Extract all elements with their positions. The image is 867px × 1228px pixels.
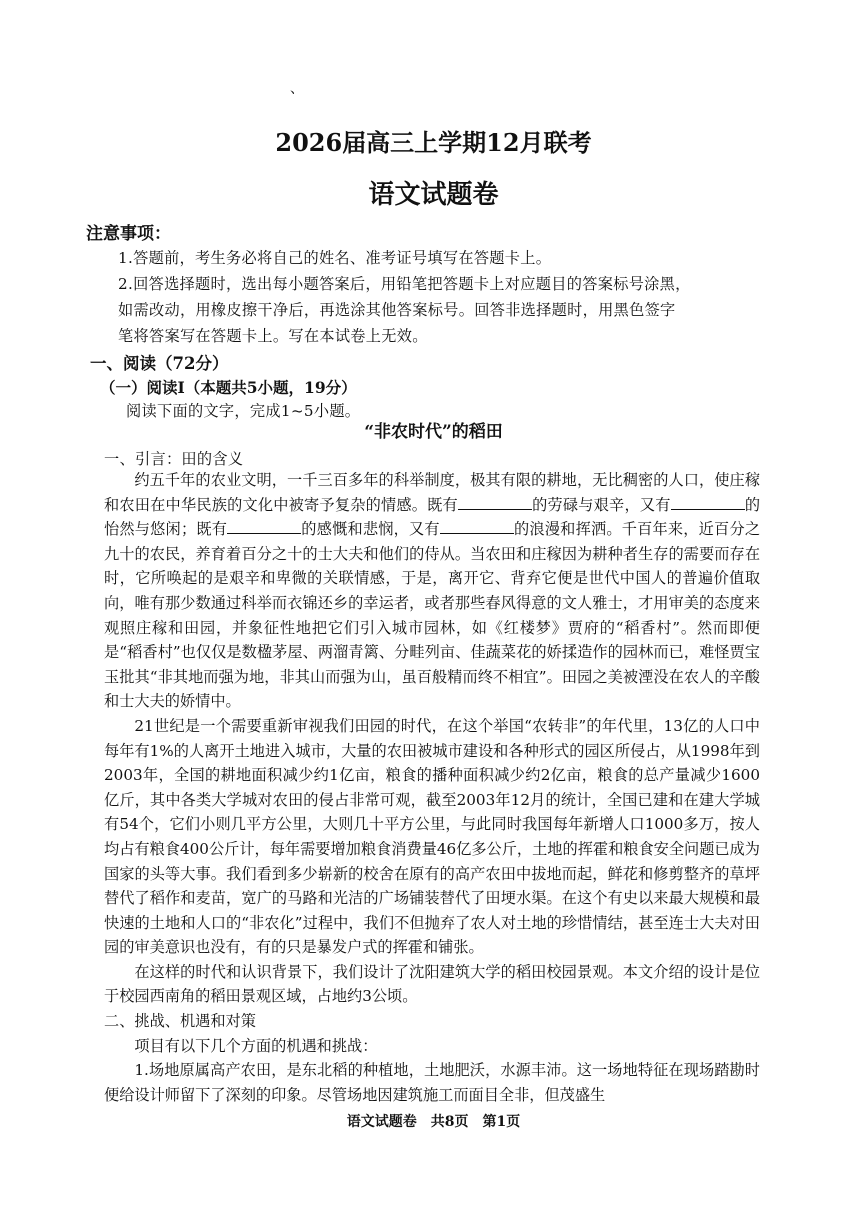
paragraph-1-text-b: 的劳碌与艰辛，又有: [531, 495, 671, 514]
paragraph-5: 1.场地原属高产农田，是东北稻的种植地，土地肥沃，水源丰沛。这一场地特征在现场踏勘时便给设计师留下了深刻的印象。尽管场地因建筑施工而面目全非，但茂盛生: [104, 1061, 760, 1104]
notice-item-2-cont2: 笔将答案写在答题卡上。写在本试卷上无效。: [118, 327, 428, 345]
notice-item-2: 2.回答选择题时，选出每小题答案后，用铅笔把答题卡上对应题目的答案标号涂黑，: [118, 275, 691, 293]
section-heading: 一、阅读（72分）: [90, 354, 229, 373]
paper-title: 语文试题卷: [368, 180, 499, 210]
paragraph-1-text-e: 的浪漫和挥洒。千百年来，近百分之九十的农民，养育着百分之十的士大夫和他们的侍从。当农田和庄稼因为耕种者生存的需要而存在时，它所唤起的是艰辛和卑微的关联情感，于是，离开它、背弃它便是世代中国人的普遍价值取向，唯有那少数通过科举而衣锦还乡的幸运者，或者那些春风得意的文人雅士，才用审美的态度来观照庄稼和田园，并象征性地把它们引入城市园林，如《红楼梦》贾府的“稻香村”。然而即便是“稻香村”也仅仅是数楹茅屋、两溜青篱、分畦列亩、佳蔬菜花的娇揉造作的园林而已，难怪贾宝玉批其“非其地而强为地，非其山而强为山，虽百般精而终不相宜”。田园之美被湮没在农人的辛酸和士大夫的娇情中。: [104, 520, 761, 711]
notice-heading: 注意事项：: [86, 224, 171, 244]
scan-speck: 、: [290, 81, 304, 97]
fill-blank-2: [671, 495, 745, 510]
paragraph-4: 项目有以下几个方面的机遇和挑战：: [134, 1036, 378, 1055]
paragraph-1-text-c: 的怡然与悠闲；既有: [104, 495, 761, 539]
paragraph-3: 在这样的时代和认识背景下，我们设计了沈阳建筑大学的稻田校园景观。本文介绍的设计是位于校园西南角的稻田景观区域，占地约3公顷。: [104, 962, 760, 1006]
article-heading-2: 二、挑战、机遇和对策: [104, 1012, 256, 1031]
exam-title: 2026届高三上学期12月联考: [275, 128, 592, 157]
article-body: [104, 468, 760, 1107]
paragraph-1-text-d: 的感慨和悲悯，又有: [301, 520, 440, 539]
page-footer: 语文试题卷 共8页 第1页: [346, 1114, 521, 1130]
fill-blank-1: [458, 495, 532, 510]
paragraph-1-text-a: 约五千年的农业文明，一千三百多年的科举制度，极其有限的耕地，无比稠密的人口，使庄稼和农田在中华民族的文化中被寄予复杂的情感。既有: [104, 471, 760, 514]
section-instruction: 阅读下面的文字，完成1~5小题。: [126, 402, 361, 420]
fill-blank-4: [440, 519, 514, 534]
notice-item-1: 1.答题前，考生务必将自己的姓名、准考证号填写在答题卡上。: [118, 249, 552, 267]
article-heading-1: 一、引言：田的含义: [104, 450, 244, 468]
notice-item-2-cont: 如需改动，用橡皮擦干净后，再选涂其他答案标号。回答非选择题时，用黑色签字: [118, 301, 676, 319]
fill-blank-3: [227, 519, 301, 534]
paragraph-1: [104, 468, 760, 714]
section-subheading: （一）阅读I（本题共5小题，19分）: [100, 378, 357, 397]
article-title: “非农时代”的稻田: [364, 422, 503, 442]
paragraph-2: 21世纪是一个需要重新审视我们田园的时代，在这个举国“农转非”的年代里，13亿的人口中每年有1%的人离开土地进入城市，大量的农田被城市建设和各种形式的园区所侵占，从1998年到2003年，全国的耕地面积减少约1亿亩，粮食的播种面积减少约2亿亩，粮食的总产量减少1600亿斤，其中各类大学城对农田的侵占非常可观，截至2003年12月的统计，全国已建和在建大学城有54个，它们小则几平方公里，大则几十平方公里，与此同时我国每年新增人口1000多万，按人均占有粮食400公斤计，每年需要增加粮食消费量46亿多公斤，土地的挥霍和粮食安全问题已成为国家的头等大事。我们看到多少崭新的校舍在原有的高产农田中拔地而起，鲜花和修剪整齐的草坪替代了稻作和麦苗，宽广的马路和光洁的广场铺装替代了田埂水渠。在这个有史以来最大规模和最快速的土地和人口的“非农化”过程中，我们不但抛弃了农人对土地的珍惜情结，甚至连士大夫对田园的审美意识也没有，有的只是暴发户式的挥霍和铺张。: [104, 716, 760, 957]
